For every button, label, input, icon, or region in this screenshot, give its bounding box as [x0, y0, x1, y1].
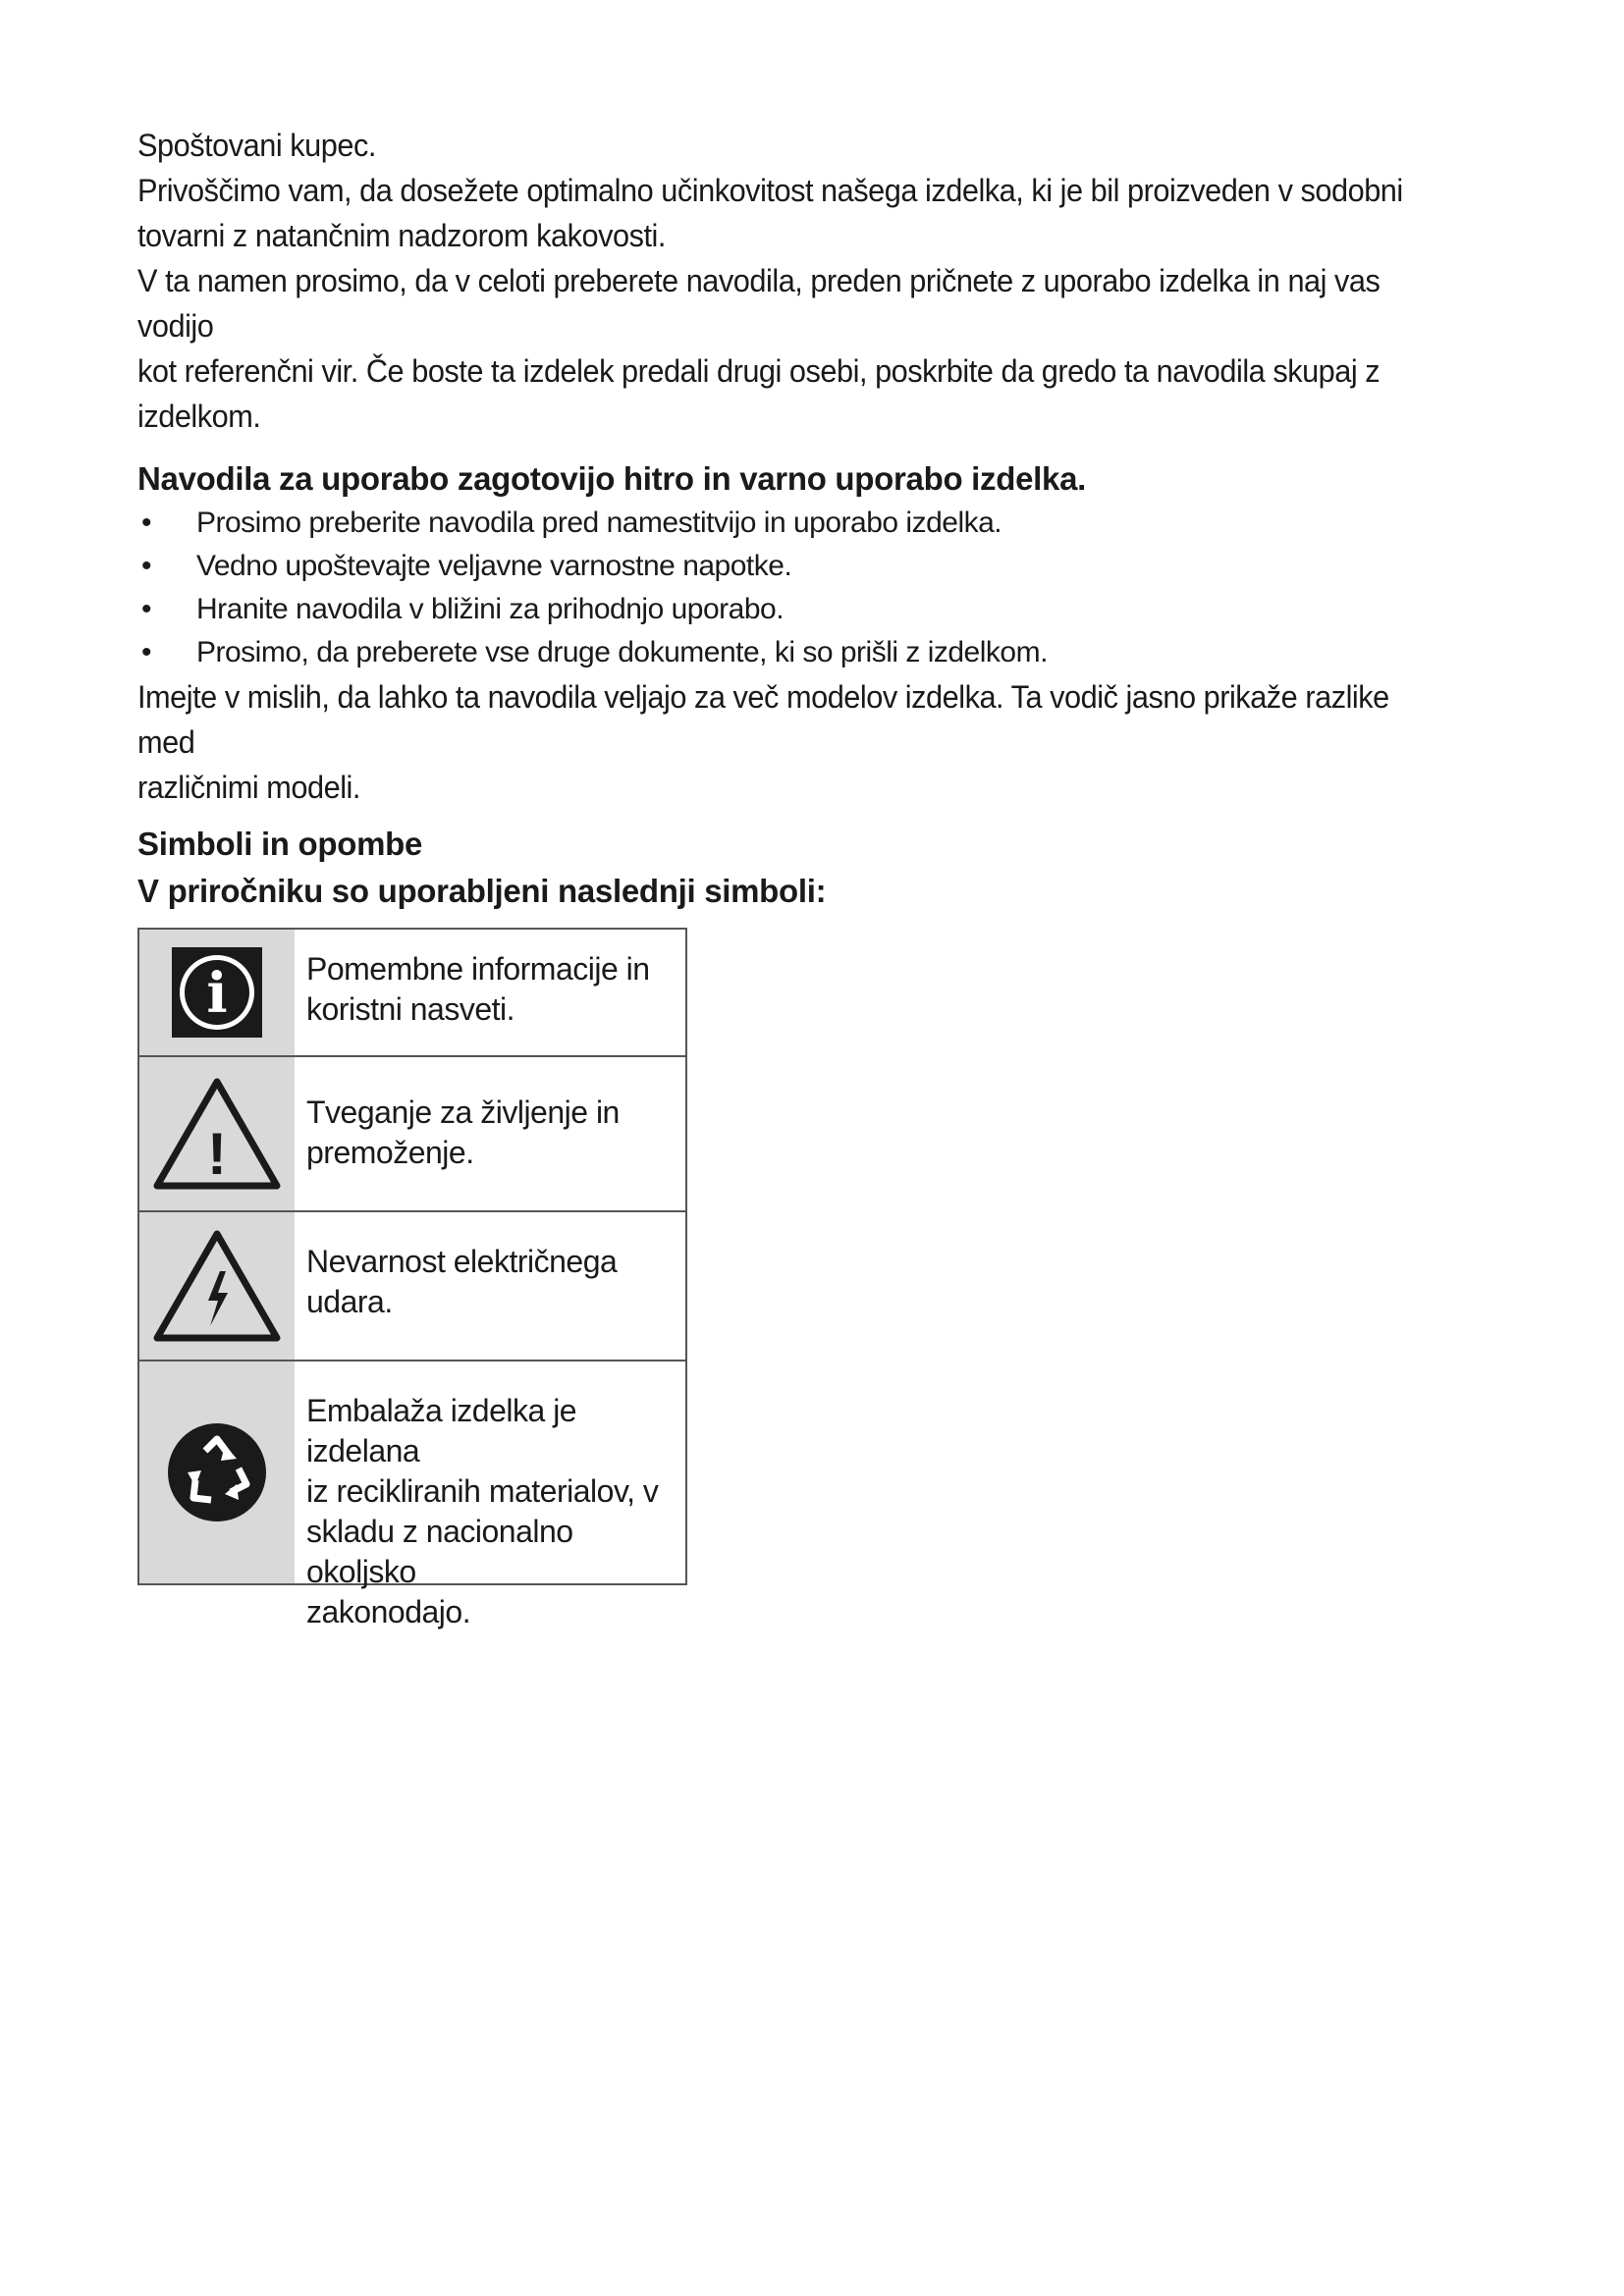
symbols-section: [137, 822, 1492, 916]
table-row: [139, 1057, 685, 1212]
table-row: [139, 1362, 685, 1629]
bullet-icon: •: [141, 550, 152, 582]
greeting: Spoštovani kupec.: [137, 128, 376, 163]
list-item-text: Vedno upoštevajte veljavne varnostne napotke.: [196, 550, 792, 582]
models-note-line-1: Imejte v mislih, da lahko ta navodila veljajo za več modelov izdelka. Ta vodič jasno prikaže razlike med: [137, 679, 1389, 760]
usage-heading: Navodila za uporabo zagotovijo hitro in varno uporabo izdelka.: [137, 460, 1087, 497]
document-page: [137, 123, 1492, 1629]
bullet-icon: •: [141, 636, 152, 668]
list-item: [137, 588, 1492, 631]
symbol-icon-cell: [139, 1362, 295, 1583]
symbol-description-line: koristni nasveti.: [306, 991, 515, 1027]
list-item: [137, 545, 1492, 588]
bullet-icon: •: [141, 593, 152, 625]
intro-section: [137, 123, 1492, 439]
symbol-description-line: Nevarnost električnega: [306, 1244, 618, 1279]
intro-paragraph-1-line-1: Privoščimo vam, da dosežete optimalno učinkovitost našega izdelka, ki je bil proizveden v sodobni: [137, 173, 1403, 208]
list-item-text: Prosimo, da preberete vse druge dokumente, ki so prišli z izdelkom.: [196, 636, 1048, 668]
symbol-description-line: premoženje.: [306, 1135, 474, 1170]
symbol-description: [295, 1362, 685, 1629]
symbol-description-line: Tveganje za življenje in: [306, 1095, 620, 1130]
intro-paragraph-1-line-2: tovarni z natančnim nadzorom kakovosti.: [137, 218, 666, 253]
symbol-description-line: skladu z nacionalno okoljsko: [306, 1514, 573, 1589]
usage-bullet-list: [137, 502, 1492, 674]
info-icon-glyph: i: [206, 961, 228, 1026]
bullet-icon: •: [141, 507, 152, 539]
symbol-icon-cell: [139, 1057, 295, 1210]
symbols-heading: Simboli in opombe: [137, 826, 423, 862]
info-icon: [172, 947, 262, 1038]
symbol-icon-cell: [139, 930, 295, 1055]
symbols-subheading: V priročniku so uporabljeni naslednji simboli:: [137, 873, 827, 909]
list-item: [137, 631, 1492, 674]
symbol-description: [295, 1212, 626, 1360]
table-row: [139, 930, 685, 1057]
electric-shock-icon: [153, 1230, 281, 1342]
table-row: [139, 1212, 685, 1362]
symbols-table: [137, 928, 687, 1629]
models-note-line-2: različnimi modeli.: [137, 770, 360, 805]
intro-paragraph-2-line-1: V ta namen prosimo, da v celoti preberete navodila, preden pričnete z uporabo izdelka in naj vas vodijo: [137, 263, 1380, 344]
usage-section: [137, 456, 1492, 810]
intro-paragraph-2-line-2: kot referenčni vir. Če boste ta izdelek predali drugi osebi, poskrbite da gredo ta navodila skupaj z: [137, 353, 1380, 389]
symbol-description-line: udara.: [306, 1284, 393, 1319]
symbol-description-line: Pomembne informacije in: [306, 951, 650, 987]
warning-icon-glyph: !: [207, 1121, 227, 1187]
symbol-description-line: iz recikliranih materialov, v: [306, 1473, 659, 1509]
list-item-text: Prosimo preberite navodila pred namestitvijo in uporabo izdelka.: [196, 507, 1002, 539]
recycle-icon: [166, 1421, 268, 1523]
symbol-description-line: zakonodajo.: [306, 1594, 471, 1629]
symbol-icon-cell: [139, 1212, 295, 1360]
symbol-description-line: Embalaža izdelka je izdelana: [306, 1393, 577, 1468]
list-item: [137, 502, 1492, 545]
intro-paragraph-2-line-3: izdelkom.: [137, 399, 261, 434]
warning-icon: [153, 1078, 281, 1190]
list-item-text: Hranite navodila v bližini za prihodnjo uporabo.: [196, 593, 785, 625]
symbol-description: [295, 1057, 629, 1210]
symbol-description: [295, 930, 660, 1055]
